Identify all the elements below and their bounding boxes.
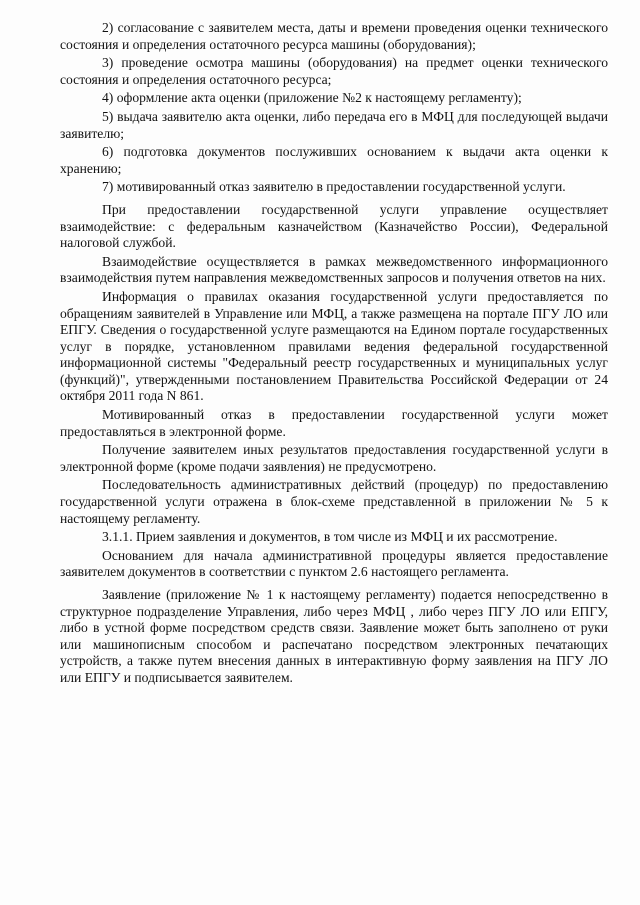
paragraph-application: Заявление (приложение № 1 к настоящему регламенту) подается непосредственно в структурное подразделение Управления, либо через МФЦ , либо через ПГУ ЛО или ЕПГУ, либо в устной форме посредством средств связи. Заявление может быть заполнено от руки или машинописным способом и распечатано посредством электронных печатающих устройств, а также путем внесения данных в интерактивную форму заявления на ПГУ ЛО или ЕПГУ и подписывается заявителем.: [60, 587, 608, 685]
paragraph-interagency: Взаимодействие осуществляется в рамках межведомственного информационного взаимодействия путем направления межведомственных запросов и получения ответов на них.: [60, 253, 608, 286]
paragraph-sequence: Последовательность административных действий (процедур) по предоставлению государственной услуги отражена в блок-схеме представленной в приложении № 5 к настоящему регламенту.: [60, 477, 608, 526]
paragraph-basis: Основанием для начала административной процедуры является предоставление заявителем документов в соответствии с пунктом 2.6 настоящего регламента.: [60, 547, 608, 580]
list-item-2: 2) согласование с заявителем места, даты и времени проведения оценки технического состояния и определения остаточного ресурса машины (оборудования);: [60, 20, 608, 52]
list-item-5: 5) выдача заявителю акта оценки, либо передача его в МФЦ для последующей выдачи заявителю;: [60, 108, 608, 141]
paragraph-other-results: Получение заявителем иных результатов предоставления государственной услуги в электронной форме (кроме подачи заявления) не предусмотрено.: [60, 442, 608, 474]
list-item-3: 3) проведение осмотра машины (оборудования) на предмет оценки технического состояния и определения остаточного ресурса;: [60, 55, 608, 87]
paragraph-information: Информация о правилах оказания государственной услуги предоставляется по обращениям заявителей в Управление или МФЦ, а также размещена на портале ПГУ ЛО или ЕПГУ. Сведения о государственной услуге размещаются на Едином портале государственных услуг в порядке, установленном правилами ведения федеральной государственной информационной системы "Федеральный реестр государственных и муниципальных услуг (функций)", утвержденными постановлением Правительства Российской Федерации от 24 октября 2011 года N 861.: [60, 288, 608, 404]
paragraph-interaction: При предоставлении государственной услуги управление осуществляет взаимодействие: с федеральным казначейством (Казначейство России), Федеральной налоговой службой.: [60, 201, 608, 251]
section-heading-3-1-1: 3.1.1. Прием заявления и документов, в том числе из МФЦ и их рассмотрение.: [102, 529, 558, 545]
document-body: [60, 20, 608, 689]
list-item-7: 7) мотивированный отказ заявителю в предоставлении государственной услуги.: [102, 179, 566, 195]
list-item-4: 4) оформление акта оценки (приложение №2 к настоящему регламенту);: [102, 90, 522, 106]
list-item-6: 6) подготовка документов послуживших основанием к выдачи акта оценки к хранению;: [60, 144, 608, 176]
paragraph-refusal-electronic: Мотивированный отказ в предоставлении государственной услуги может предоставляться в электронной форме.: [60, 407, 608, 439]
